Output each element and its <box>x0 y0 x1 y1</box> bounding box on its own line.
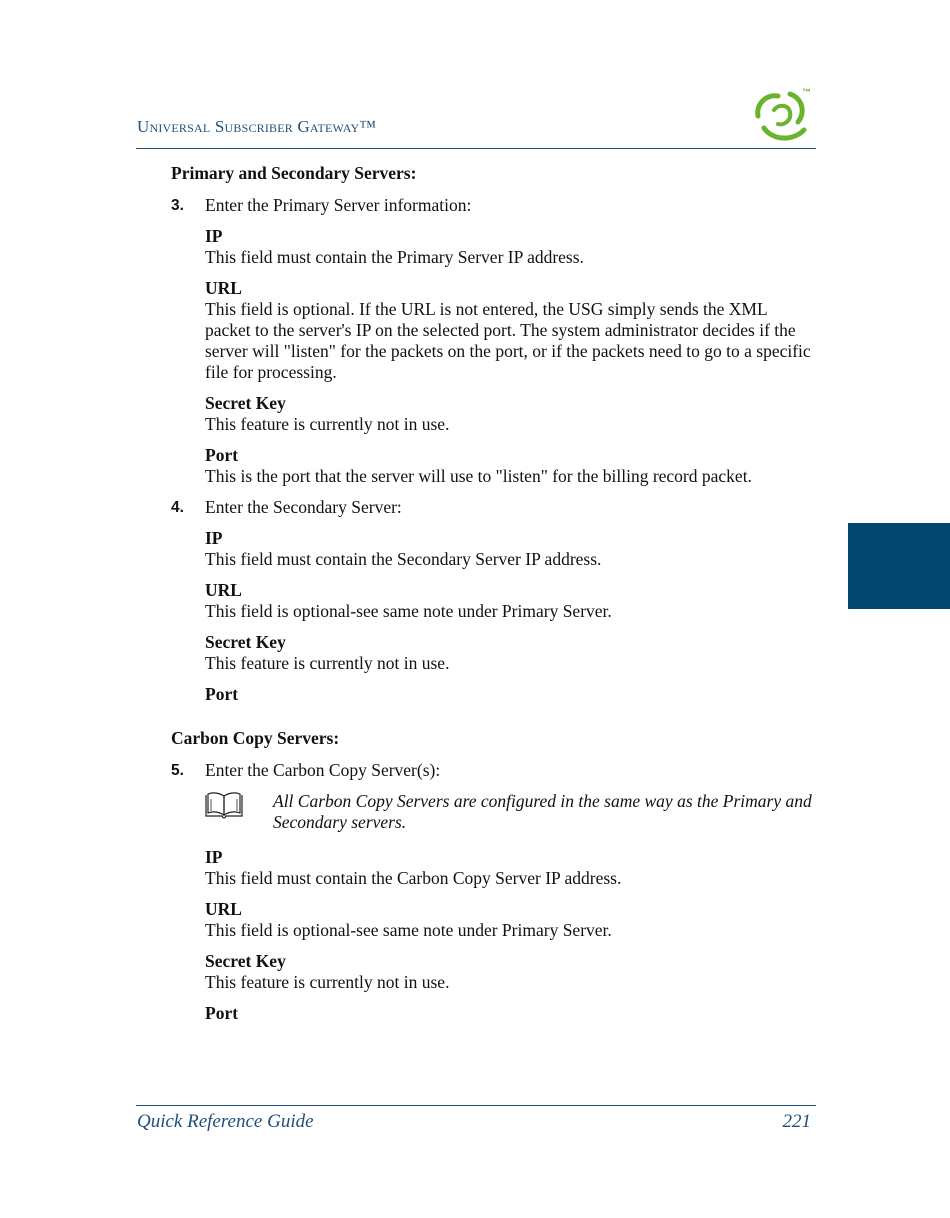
step-number: 3. <box>171 197 184 214</box>
book-icon <box>205 791 273 821</box>
page-body <box>171 163 816 1034</box>
field-description: This feature is currently not in use. <box>205 414 450 434</box>
step-text: Enter the Carbon Copy Server(s): <box>205 760 441 780</box>
section-heading-primary: Primary and Secondary Servers: <box>171 163 417 183</box>
field-port <box>205 1003 816 1024</box>
page-number: 221 <box>782 1111 811 1132</box>
field-ip <box>205 528 816 570</box>
step-number: 4. <box>171 499 184 516</box>
field-description: This field is optional. If the URL is not entered, the USG simply sends the XML packet to the server's IP on the selected port. The system administrator decides if the server will "listen" for the packets on the port, or if the packets need to go to a specific file for processing. <box>205 299 811 382</box>
field-label: IP <box>205 226 223 246</box>
note-text: All Carbon Copy Servers are configured in the same way as the Primary and Secondary servers. <box>273 791 812 832</box>
chapter-tab <box>848 523 950 609</box>
field-description: This field is optional-see same note under Primary Server. <box>205 920 612 940</box>
footer-title: Quick Reference Guide <box>137 1111 314 1132</box>
trademark-mark: ™ <box>802 87 811 97</box>
section-heading-carbon-copy: Carbon Copy Servers: <box>171 728 340 748</box>
field-label: IP <box>205 528 223 548</box>
header-title: Universal Subscriber Gateway™ <box>137 117 377 136</box>
field-description: This is the port that the server will use to "listen" for the billing record packet. <box>205 466 752 486</box>
field-secret-key <box>205 393 816 435</box>
footer-divider <box>136 1105 816 1106</box>
field-description: This field must contain the Carbon Copy Server IP address. <box>205 868 622 888</box>
header-divider <box>136 148 816 149</box>
field-label: URL <box>205 278 242 298</box>
field-ip <box>205 847 816 889</box>
field-description: This field must contain the Secondary Server IP address. <box>205 549 602 569</box>
field-label: URL <box>205 580 242 600</box>
field-description: This field is optional-see same note under Primary Server. <box>205 601 612 621</box>
step-5 <box>171 760 816 781</box>
note-callout <box>205 791 816 833</box>
step-number: 5. <box>171 762 184 779</box>
field-url <box>205 580 816 622</box>
field-label: Port <box>205 445 239 465</box>
field-label: Secret Key <box>205 951 286 971</box>
field-label: Port <box>205 684 239 704</box>
field-url <box>205 899 816 941</box>
swirl-logo-icon <box>748 84 818 144</box>
field-ip <box>205 226 816 268</box>
step-3 <box>171 195 816 216</box>
step-4 <box>171 497 816 518</box>
field-port <box>205 445 816 487</box>
field-label: Secret Key <box>205 393 286 413</box>
step-text: Enter the Secondary Server: <box>205 497 402 517</box>
field-port <box>205 684 816 705</box>
field-secret-key <box>205 632 816 674</box>
field-label: URL <box>205 899 242 919</box>
field-description: This feature is currently not in use. <box>205 972 450 992</box>
field-label: Secret Key <box>205 632 286 652</box>
field-description: This field must contain the Primary Server IP address. <box>205 247 584 267</box>
field-label: Port <box>205 1003 239 1023</box>
field-description: This feature is currently not in use. <box>205 653 450 673</box>
step-text: Enter the Primary Server information: <box>205 195 472 215</box>
field-secret-key <box>205 951 816 993</box>
field-url <box>205 278 816 383</box>
field-label: IP <box>205 847 223 867</box>
